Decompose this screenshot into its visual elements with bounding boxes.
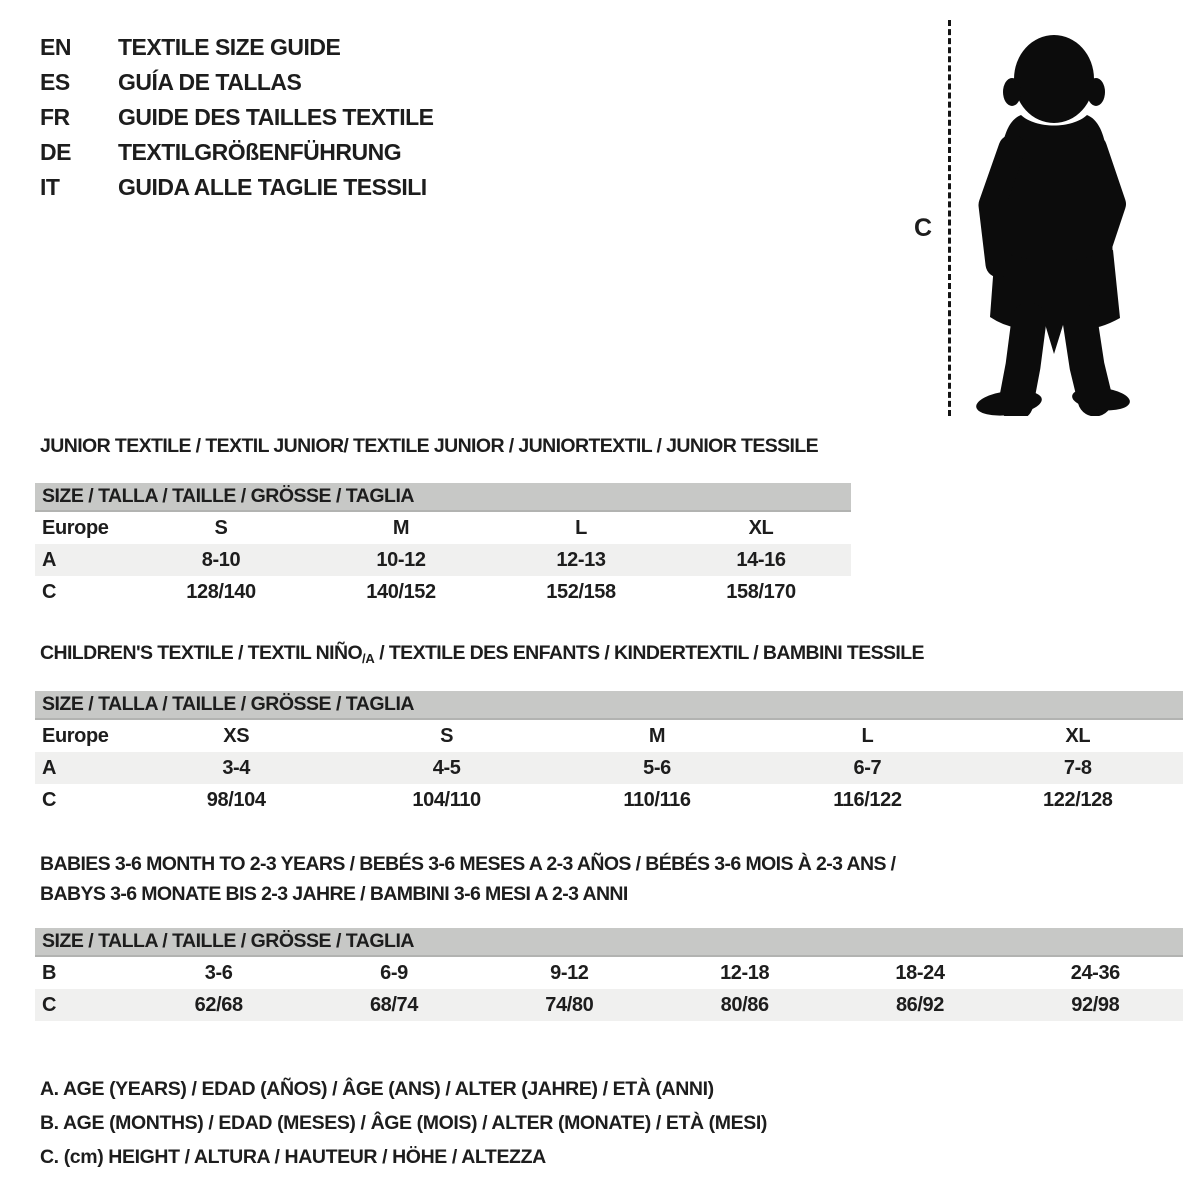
children-sizes-row: [35, 720, 1183, 752]
language-code: EN: [40, 34, 71, 60]
babies-table-size-header: SIZE / TALLA / TAILLE / GRÖSSE / TAGLIA: [35, 928, 1183, 957]
value-cell: 98/104: [206, 788, 266, 811]
language-title: TEXTILE SIZE GUIDE: [118, 34, 341, 60]
language-title: TEXTILGRÖßENFÜHRUNG: [118, 139, 402, 165]
value-cell: 6-9: [380, 961, 408, 984]
value-cell: 12-13: [556, 548, 606, 571]
value-cell: 4-5: [432, 756, 461, 779]
value-cell: 6-7: [853, 756, 882, 779]
value-cell: 24-36: [1070, 961, 1120, 984]
babies-section-title: [40, 849, 895, 909]
children-table-size-header: SIZE / TALLA / TAILLE / GRÖSSE / TAGLIA: [35, 691, 1183, 720]
row-label-cell: B: [42, 961, 57, 984]
value-cell: 128/140: [186, 580, 256, 603]
legend-line-b: B. AGE (MONTHS) / EDAD (MESES) / ÂGE (MOIS) / ALTER (MONATE) / ETÀ (MESI): [40, 1111, 767, 1134]
legend-line-c: C. (cm) HEIGHT / ALTURA / HAUTEUR / HÖHE / ALTEZZA: [40, 1145, 546, 1168]
value-cell: 9-12: [550, 961, 589, 984]
value-cell: 8-10: [201, 548, 241, 571]
junior-table-size-header: SIZE / TALLA / TAILLE / GRÖSSE / TAGLIA: [35, 483, 851, 512]
value-cell: 68/74: [369, 993, 419, 1016]
height-measure-label: C: [914, 214, 933, 242]
language-title: GUIDA ALLE TAGLIE TESSILI: [118, 174, 427, 200]
language-row-de: [40, 135, 434, 170]
value-cell: 3-6: [204, 961, 233, 984]
value-cell: 86/92: [895, 993, 945, 1016]
junior-section-title: JUNIOR TEXTILE / TEXTIL JUNIOR/ TEXTILE JUNIOR / JUNIORTEXTIL / JUNIOR TESSILE: [40, 435, 819, 457]
language-list: [40, 30, 434, 205]
babies-title-line2: BABYS 3-6 MONATE BIS 2-3 JAHRE / BAMBINI 3-6 MESI A 2-3 ANNI: [40, 883, 628, 905]
language-row-it: [40, 170, 434, 205]
language-code: IT: [40, 174, 60, 200]
language-code: DE: [40, 139, 71, 165]
babies-months-row: [35, 957, 1183, 989]
language-title: GUIDE DES TAILLES TEXTILE: [118, 104, 434, 130]
value-cell: 116/122: [833, 788, 902, 811]
language-title: GUÍA DE TALLAS: [118, 69, 302, 95]
value-cell: 62/68: [194, 993, 243, 1016]
junior-age-row: [35, 544, 851, 576]
babies-title-line1: BABIES 3-6 MONTH TO 2-3 YEARS / BEBÉS 3-6 MESES A 2-3 AÑOS / BÉBÉS 3-6 MOIS À 2-3 ANS /: [40, 853, 896, 875]
junior-size-table: [35, 483, 851, 608]
value-cell: 12-18: [720, 961, 770, 984]
value-cell: 3-4: [222, 756, 251, 779]
value-cell: 104/110: [412, 788, 481, 811]
row-label-cell: C: [42, 993, 57, 1016]
value-cell: 140/152: [366, 580, 436, 603]
children-title-post: / TEXTILE DES ENFANTS / KINDERTEXTIL / BAMBINI TESSILE: [374, 642, 924, 664]
legend-line-a: A. AGE (YEARS) / EDAD (AÑOS) / ÂGE (ANS) / ALTER (JAHRE) / ETÀ (ANNI): [40, 1077, 714, 1100]
value-cell: 5-6: [643, 756, 671, 779]
size-cell: M: [392, 516, 410, 539]
language-code: FR: [40, 104, 70, 130]
value-cell: 74/80: [545, 993, 594, 1016]
value-cell: 92/98: [1071, 993, 1120, 1016]
row-label-cell: C: [42, 580, 57, 603]
row-label-cell: C: [42, 788, 57, 811]
language-code: ES: [40, 69, 70, 95]
junior-height-row: [35, 576, 851, 608]
value-cell: 152/158: [546, 580, 616, 603]
children-height-row: [35, 784, 1183, 816]
language-row-es: [40, 65, 434, 100]
row-label-cell: Europe: [42, 516, 109, 539]
value-cell: 158/170: [726, 580, 796, 603]
size-cell: L: [575, 516, 587, 539]
value-cell: 18-24: [895, 961, 945, 984]
size-cell: S: [440, 724, 454, 747]
children-size-table: [35, 691, 1183, 816]
value-cell: 80/86: [720, 993, 769, 1016]
legend: [40, 1072, 767, 1174]
row-label-cell: A: [42, 756, 57, 779]
size-cell: L: [861, 724, 874, 747]
row-label-cell: A: [42, 548, 57, 571]
children-section-title: [40, 642, 924, 666]
toddler-silhouette-icon: [966, 22, 1138, 416]
babies-size-table: [35, 928, 1183, 1021]
size-cell: XL: [1065, 724, 1091, 747]
children-age-row: [35, 752, 1183, 784]
size-cell: XS: [223, 724, 250, 747]
children-title-pre: CHILDREN'S TEXTILE / TEXTIL NIÑO: [40, 642, 363, 664]
children-title-subscript: /A: [362, 651, 375, 666]
value-cell: 122/128: [1043, 788, 1113, 811]
language-row-en: [40, 30, 434, 65]
size-cell: XL: [748, 516, 774, 539]
value-cell: 7-8: [1063, 756, 1092, 779]
value-cell: 110/116: [623, 788, 691, 811]
height-measure-dashed-line: [948, 20, 951, 416]
size-cell: M: [648, 724, 666, 747]
row-label-cell: Europe: [42, 724, 109, 747]
value-cell: 14-16: [736, 548, 786, 571]
size-cell: S: [214, 516, 228, 539]
babies-height-row: [35, 989, 1183, 1021]
value-cell: 10-12: [376, 548, 426, 571]
language-row-fr: [40, 100, 434, 135]
junior-sizes-row: [35, 512, 851, 544]
